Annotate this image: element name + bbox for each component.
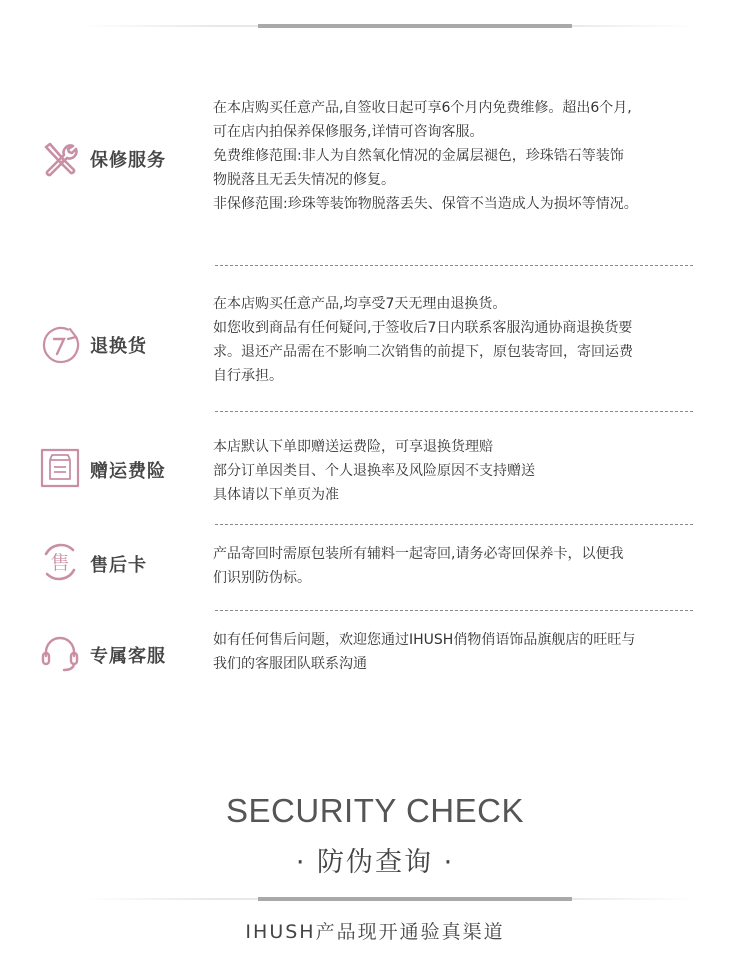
- top-divider: [82, 25, 696, 27]
- shipping-insurance-icon: [40, 448, 80, 488]
- description-line: 如有任何售后问题，欢迎您通过IHUSH俏物俏语饰品旗舰店的旺旺与: [213, 632, 636, 648]
- description-line: 免费维修范围:非人为自然氧化情况的金属层褪色，珍珠锆石等装饰: [213, 148, 624, 164]
- description-line: 在本店购买任意产品,自签收日起可享6个月内免费维修。超出6个月,: [213, 100, 632, 116]
- section-description: [213, 542, 703, 590]
- dashed-divider: [215, 411, 693, 412]
- description-line: 们识别防伪标。: [213, 570, 311, 586]
- description-line: 我们的客服团队联系沟通: [213, 656, 367, 672]
- description-line: 非保修范围:珍珠等装饰物脱落丢失、保管不当造成人为损坏等情况。: [213, 196, 638, 212]
- icon-glyph: 售: [50, 552, 70, 574]
- security-check-title: SECURITY CHECK: [226, 792, 524, 829]
- bottom-divider: [82, 898, 696, 900]
- description-line: 自行承担。: [213, 368, 283, 384]
- section-description: [213, 628, 703, 676]
- seven-day-return-icon: [40, 325, 80, 365]
- description-line: 可在店内拍保养保修服务,详情可咨询客服。: [213, 124, 484, 140]
- tools-icon: [40, 140, 80, 180]
- section-title: 专属客服: [90, 646, 166, 667]
- description-line: 如您收到商品有任何疑问,于签收后7日内联系客服沟通协商退换货要: [213, 320, 633, 336]
- description-line: 物脱落且无丢失情况的修复。: [213, 172, 395, 188]
- section-description: [213, 292, 703, 388]
- dashed-divider: [215, 610, 693, 611]
- after-sales-card-icon: [40, 542, 80, 582]
- description-line: 产品寄回时需原包装所有辅料一起寄回,请务必寄回保养卡，以便我: [213, 546, 624, 562]
- description-line: 在本店购买任意产品,均享受7天无理由退换货。: [213, 296, 507, 312]
- headset-icon: [40, 634, 80, 674]
- description-line: 求。退还产品需在不影响二次销售的前提下，原包装寄回，寄回运费: [213, 344, 633, 360]
- section-title: 退换货: [90, 336, 147, 357]
- section-title: 赠运费险: [90, 461, 166, 482]
- dashed-divider: [215, 524, 693, 525]
- description-line: 本店默认下单即赠送运费险，可享退换货理赔: [213, 439, 493, 455]
- section-description: [213, 96, 703, 216]
- section-title: 保修服务: [90, 150, 166, 171]
- description-line: 具体请以下单页为准: [213, 487, 339, 503]
- verification-channel-text: IHUSH产品现开通验真渠道: [245, 921, 505, 943]
- description-line: 部分订单因类目、个人退换率及风险原因不支持赠送: [213, 463, 535, 479]
- dashed-divider: [215, 265, 693, 266]
- section-description: [213, 435, 703, 507]
- security-check-subtitle: · 防伪查询 ·: [295, 847, 455, 878]
- section-title: 售后卡: [90, 555, 147, 576]
